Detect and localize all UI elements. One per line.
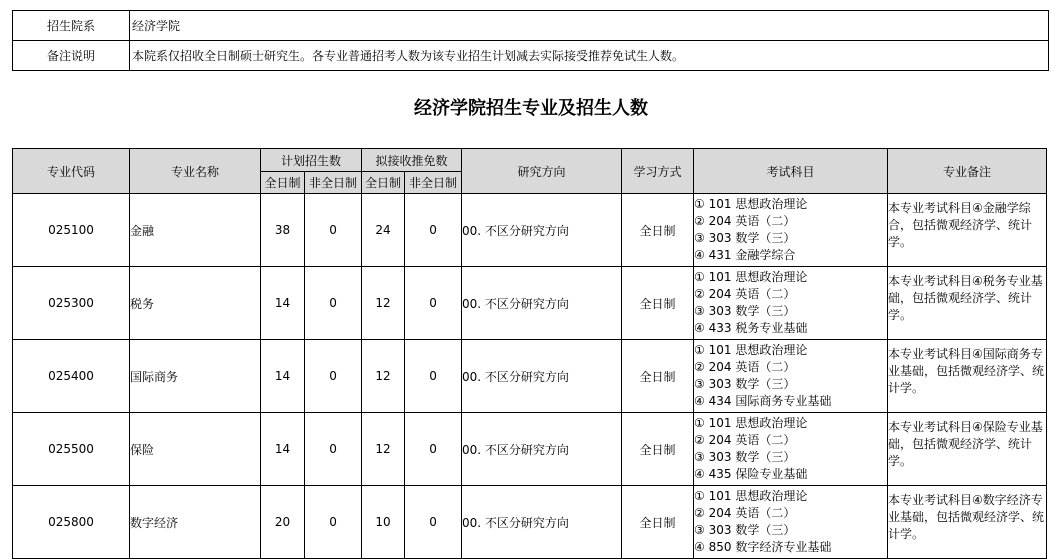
subject-line: ① 101 思想政治理论	[694, 489, 808, 503]
cell-exempt-parttime: 0	[405, 486, 462, 559]
cell-code: 025100	[13, 194, 130, 267]
cell-subjects	[694, 340, 888, 413]
info-label-remark: 备注说明	[13, 41, 130, 71]
cell-plan-parttime: 0	[305, 194, 362, 267]
header-note: 专业备注	[888, 149, 1047, 194]
subject-line: ① 101 思想政治理论	[694, 416, 808, 430]
subject-line: ① 101 思想政治理论	[694, 270, 808, 284]
table-row	[13, 194, 1047, 267]
cell-direction: 00. 不区分研究方向	[462, 486, 622, 559]
subject-line: ③ 303 数学（三）	[694, 231, 796, 245]
table-row	[13, 267, 1047, 340]
cell-mode: 全日制	[622, 340, 694, 413]
cell-plan-parttime: 0	[305, 340, 362, 413]
header-mode: 学习方式	[622, 149, 694, 194]
cell-direction: 00. 不区分研究方向	[462, 340, 622, 413]
cell-subjects	[694, 413, 888, 486]
subject-line: ② 204 英语（二）	[694, 506, 796, 520]
info-row-department	[13, 11, 1049, 41]
subject-line: ④ 433 税务专业基础	[694, 321, 808, 335]
cell-mode: 全日制	[622, 413, 694, 486]
cell-code: 025400	[13, 340, 130, 413]
cell-exempt-parttime: 0	[405, 267, 462, 340]
cell-note: 本专业考试科目④金融学综合，包括微观经济学、统计学。	[888, 194, 1047, 267]
subject-line: ④ 850 数字经济专业基础	[694, 540, 832, 554]
table-row	[13, 340, 1047, 413]
cell-name: 数字经济	[130, 486, 261, 559]
cell-plan-fulltime: 14	[261, 340, 305, 413]
info-row-remark	[13, 41, 1049, 71]
cell-direction: 00. 不区分研究方向	[462, 267, 622, 340]
header-exempt-parttime: 非全日制	[405, 172, 462, 194]
subject-line: ② 204 英语（二）	[694, 287, 796, 301]
subject-line: ③ 303 数学（三）	[694, 523, 796, 537]
subject-line: ③ 303 数学（三）	[694, 450, 796, 464]
page-title: 经济学院招生专业及招生人数	[414, 98, 648, 119]
cell-note: 本专业考试科目④税务专业基础，包括微观经济学、统计学。	[888, 267, 1047, 340]
cell-note: 本专业考试科目④国际商务专业基础，包括微观经济学、统计学。	[888, 340, 1047, 413]
header-exempt-fulltime: 全日制	[362, 172, 405, 194]
header-row-1	[13, 149, 1047, 172]
cell-plan-fulltime: 14	[261, 267, 305, 340]
subject-line: ④ 434 国际商务专业基础	[694, 394, 832, 408]
cell-exempt-fulltime: 12	[362, 340, 405, 413]
cell-direction: 00. 不区分研究方向	[462, 194, 622, 267]
cell-subjects	[694, 267, 888, 340]
subject-line: ④ 431 金融学综合	[694, 248, 796, 262]
cell-exempt-parttime: 0	[405, 340, 462, 413]
subject-line: ② 204 英语（二）	[694, 214, 796, 228]
subject-line: ③ 303 数学（三）	[694, 304, 796, 318]
cell-code: 025500	[13, 413, 130, 486]
cell-exempt-fulltime: 12	[362, 413, 405, 486]
cell-plan-parttime: 0	[305, 413, 362, 486]
table-row	[13, 413, 1047, 486]
cell-plan-fulltime: 14	[261, 413, 305, 486]
header-code: 专业代码	[13, 149, 130, 194]
cell-subjects	[694, 194, 888, 267]
cell-subjects	[694, 486, 888, 559]
info-value-remark: 本院系仅招收全日制硕士研究生。各专业普通招考人数为该专业招生计划减去实际接受推荐免试生人数。	[130, 41, 1049, 71]
subject-line: ② 204 英语（二）	[694, 433, 796, 447]
cell-plan-fulltime: 38	[261, 194, 305, 267]
cell-mode: 全日制	[622, 486, 694, 559]
cell-plan-parttime: 0	[305, 486, 362, 559]
header-plan: 计划招生数	[261, 149, 362, 172]
info-table	[12, 10, 1049, 71]
cell-mode: 全日制	[622, 267, 694, 340]
cell-exempt-fulltime: 24	[362, 194, 405, 267]
cell-exempt-parttime: 0	[405, 194, 462, 267]
cell-note: 本专业考试科目④保险专业基础，包括微观经济学、统计学。	[888, 413, 1047, 486]
info-value-department: 经济学院	[130, 11, 1049, 41]
cell-mode: 全日制	[622, 194, 694, 267]
header-name: 专业名称	[130, 149, 261, 194]
admissions-table	[12, 148, 1047, 559]
cell-code: 025300	[13, 267, 130, 340]
header-subjects: 考试科目	[694, 149, 888, 194]
cell-name: 金融	[130, 194, 261, 267]
cell-name: 保险	[130, 413, 261, 486]
cell-code: 025800	[13, 486, 130, 559]
header-plan-fulltime: 全日制	[261, 172, 305, 194]
cell-plan-parttime: 0	[305, 267, 362, 340]
cell-exempt-fulltime: 12	[362, 267, 405, 340]
subject-line: ① 101 思想政治理论	[694, 197, 808, 211]
cell-direction: 00. 不区分研究方向	[462, 413, 622, 486]
cell-exempt-fulltime: 10	[362, 486, 405, 559]
subject-line: ④ 435 保险专业基础	[694, 467, 808, 481]
table-row	[13, 486, 1047, 559]
header-plan-parttime: 非全日制	[305, 172, 362, 194]
subject-line: ③ 303 数学（三）	[694, 377, 796, 391]
cell-name: 国际商务	[130, 340, 261, 413]
subject-line: ① 101 思想政治理论	[694, 343, 808, 357]
header-exempt: 拟接收推免数	[362, 149, 462, 172]
subject-line: ② 204 英语（二）	[694, 360, 796, 374]
cell-note: 本专业考试科目④数字经济专业基础，包括微观经济学、统计学。	[888, 486, 1047, 559]
cell-plan-fulltime: 20	[261, 486, 305, 559]
cell-exempt-parttime: 0	[405, 413, 462, 486]
header-direction: 研究方向	[462, 149, 622, 194]
cell-name: 税务	[130, 267, 261, 340]
info-label-department: 招生院系	[13, 11, 130, 41]
